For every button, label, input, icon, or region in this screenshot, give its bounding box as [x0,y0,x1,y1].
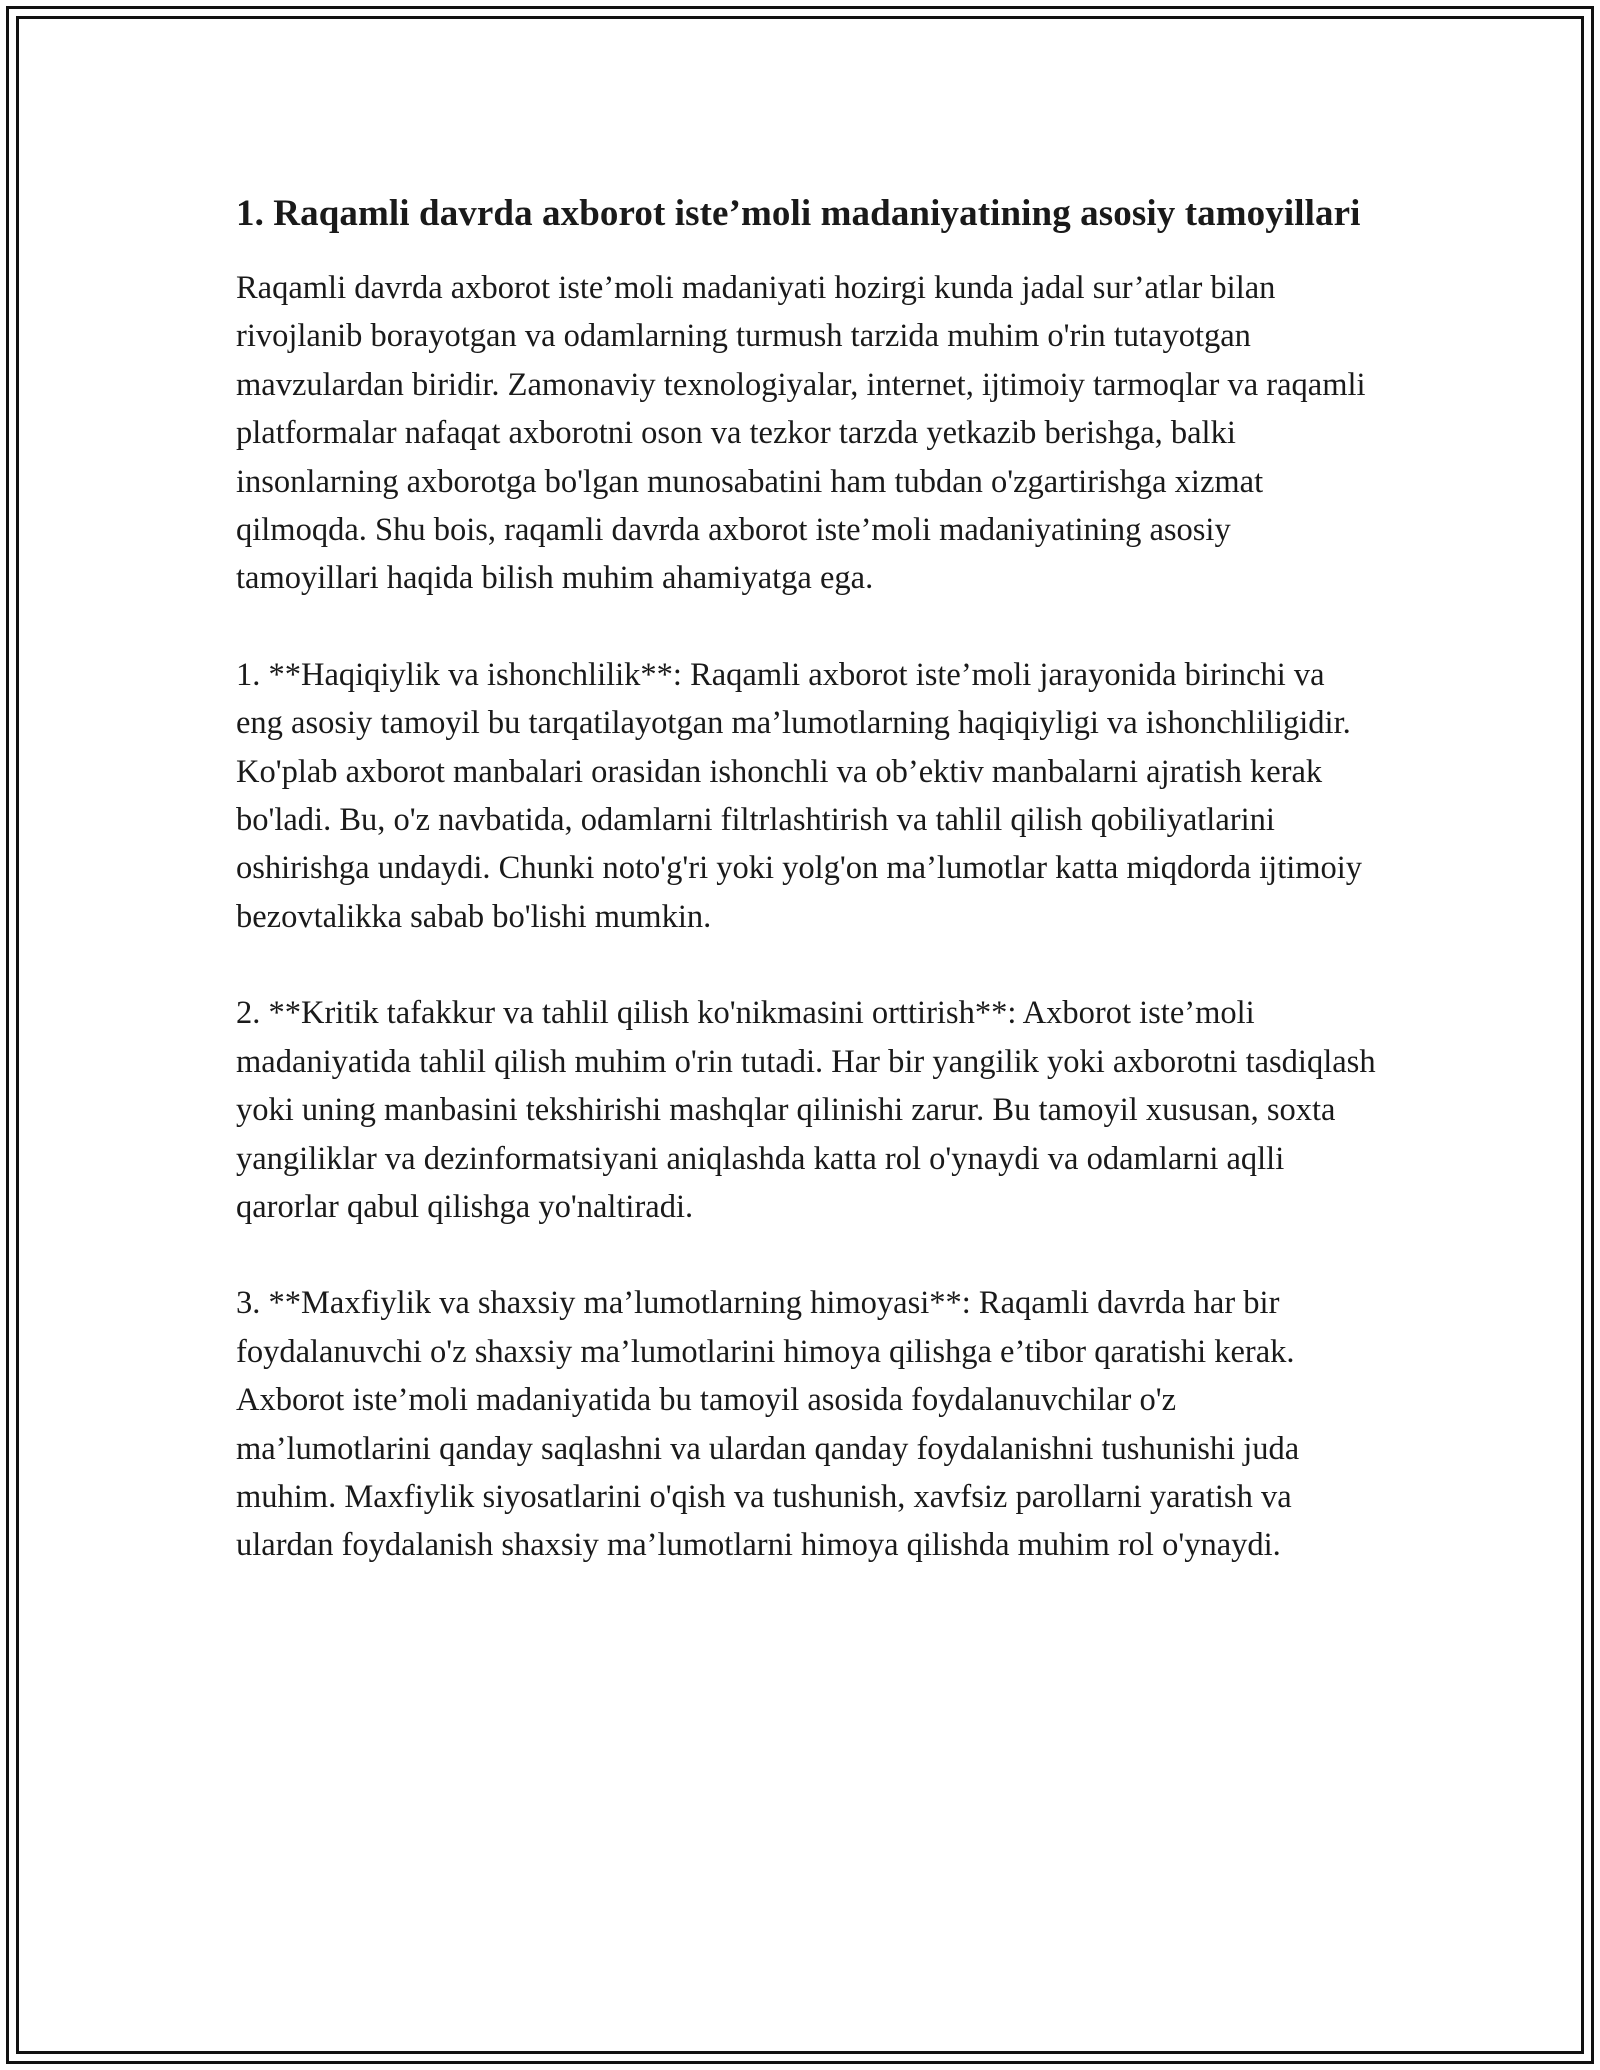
document-title: 1. Raqamli davrda axborot iste’moli madaniyatining asosiy tamoyillari [236,193,1361,234]
paragraph-intro: Raqamli davrda axborot iste’moli madaniyati hozirgi kunda jadal sur’atlar bilan rivojlanib borayotgan va odamlarning turmush tarzida muhim o'rin tutayotgan mavzulardan biridir. Zamonaviy texnologiyalar, internet, ijtimoiy tarmoqlar va raqamli platformalar nafaqat axborotni oson va tezkor tarzda yetkazib berishga, balki insonlarning axborotga bo'lgan munosabatini ham tubdan o'zgartirishga xizmat qilmoqda. Shu bois, raqamli davrda axborot iste’moli madaniyatining asosiy tamoyillari haqida bilish muhim ahamiyatga ega. [236,270,1366,597]
paragraph-point-2: 2. **Kritik tafakkur va tahlil qilish ko'nikmasini orttirish**: Axborot iste’moli madaniyatida tahlil qilish muhim o'rin tutadi. Har bir yangilik yoki axborotni tasdiqlash yoki uning manbasini tekshirishi mashqlar qilinishi zarur. Bu tamoyil xususan, soxta yangiliklar va dezinformatsiyani aniqlashda katta rol o'ynaydi va odamlarni aqlli qarorlar qabul qilishga yo'naltiradi. [236,995,1376,1225]
paragraph-point-1: 1. **Haqiqiylik va ishonchlilik**: Raqamli axborot iste’moli jarayonida birinchi va eng asosiy tamoyil bu tarqatilayotgan ma’lumotlarning haqiqiyligi va ishonchliligidir. Ko'plab axborot manbalari orasidan ishonchli va ob’ektiv manbalarni ajratish kerak bo'ladi. Bu, o'z navbatida, odamlarni filtrlashtirish va tahlil qilish qobiliyatlarini oshirishga undaydi. Chunki noto'g'ri yoki yolg'on ma’lumotlar katta miqdorda ijtimoiy bezovtalikka sabab bo'lishi mumkin. [236,656,1363,935]
paragraph-point-3: 3. **Maxfiylik va shaxsiy ma’lumotlarning himoyasi**: Raqamli davrda har bir foydalanuvchi o'z shaxsiy ma’lumotlarini himoya qilishga e’tibor qaratishi kerak. Axborot iste’moli madaniyatida bu tamoyil asosida foydalanuvchilar o'z ma’lumotlarini qanday saqlashni va ulardan qanday foydalanishni tushunishi juda muhim. Maxfiylik siyosatlarini o'qish va tushunish, xavfsiz parollarni yaratish va ulardan foydalanish shaxsiy ma’lumotlarni himoya qilishda muhim rol o'ynaydi. [236,1285,1300,1564]
document-body [236,186,1376,1618]
